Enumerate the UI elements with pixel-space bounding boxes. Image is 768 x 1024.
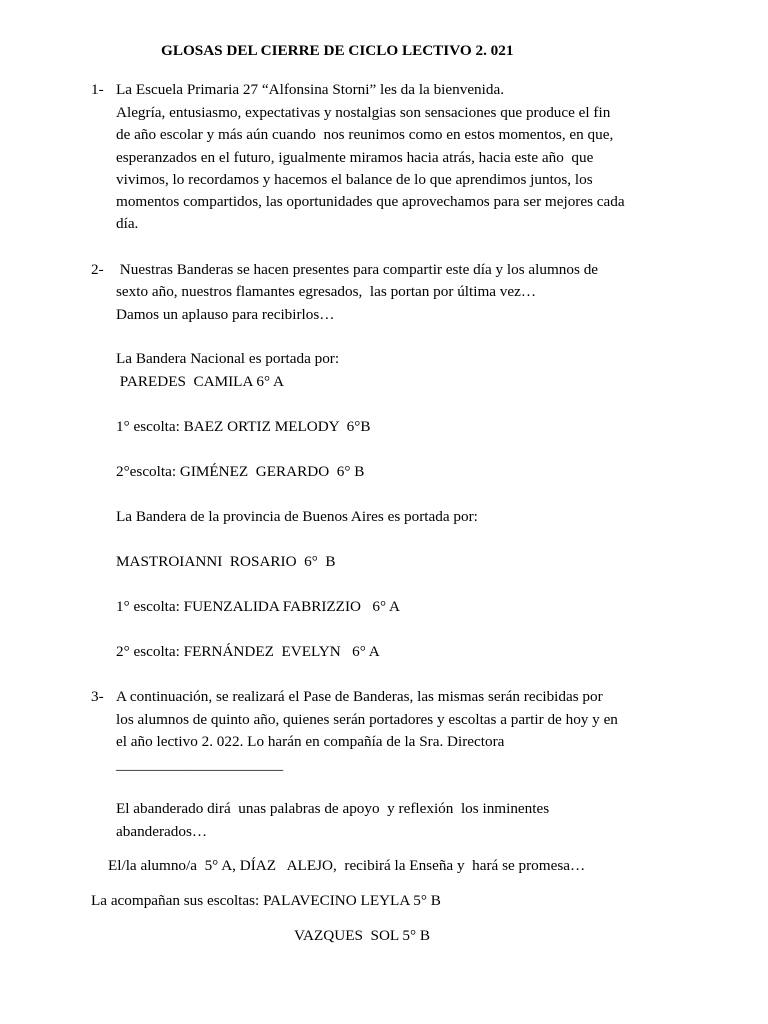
bandera-nacional-escolta-1: 1° escolta: BAEZ ORTIZ MELODY 6°B [116, 418, 371, 435]
section-1-number: 1- [91, 81, 104, 98]
section-3-number: 3- [91, 688, 104, 705]
section-3-line: A continuación, se realizará el Pase de Banderas, las mismas serán recibidas por [116, 688, 603, 705]
section-2-number: 2- [91, 261, 104, 278]
section-1-line: momentos compartidos, las oportunidades que aprovechamos para ser mejores cada [116, 193, 625, 210]
document-title: GLOSAS DEL CIERRE DE CICLO LECTIVO 2. 021 [161, 42, 514, 59]
bandera-nacional-escolta-2: 2°escolta: GIMÉNEZ GERARDO 6° B [116, 463, 365, 480]
section-1-line: Alegría, entusiasmo, expectativas y nostalgias son sensaciones que produce el fin [116, 104, 611, 121]
alumno-promesa: El/la alumno/a 5° A, DÍAZ ALEJO, recibirá la Enseña y hará se promesa… [108, 857, 586, 874]
abanderado-line: El abanderado dirá unas palabras de apoyo y reflexión los inminentes [116, 800, 550, 817]
bandera-nacional-bearer: PAREDES CAMILA 6° A [116, 373, 284, 390]
directora-blank-line: ______________________ [116, 756, 284, 773]
bandera-provincia-escolta-2: 2° escolta: FERNÁNDEZ EVELYN 6° A [116, 643, 380, 660]
section-3-line: el año lectivo 2. 022. Lo harán en compañía de la Sra. Directora [116, 733, 505, 750]
section-3-line: los alumnos de quinto año, quienes serán portadores y escoltas a partir de hoy y en [116, 711, 618, 728]
section-1-line: esperanzados en el futuro, igualmente miramos hacia atrás, hacia este año que [116, 149, 594, 166]
bandera-provincia-intro: La Bandera de la provincia de Buenos Aires es portada por: [116, 508, 478, 525]
section-2-line: Damos un aplauso para recibirlos… [116, 306, 335, 323]
bandera-nacional-intro: La Bandera Nacional es portada por: [116, 350, 340, 367]
section-2-line: sexto año, nuestros flamantes egresados, las portan por última vez… [116, 283, 537, 300]
section-1-line: de año escolar y más aún cuando nos reunimos como en estos momentos, en que, [116, 126, 614, 143]
section-1-line: día. [116, 215, 139, 232]
escoltas-line: La acompañan sus escoltas: PALAVECINO LEYLA 5° B [91, 892, 441, 909]
escolta-2-line: VAZQUES SOL 5° B [294, 927, 431, 944]
abanderado-line: abanderados… [116, 823, 208, 840]
section-2-line: Nuestras Banderas se hacen presentes para compartir este día y los alumnos de [116, 261, 599, 278]
section-1-line: La Escuela Primaria 27 “Alfonsina Storni” les da la bienvenida. [116, 81, 505, 98]
bandera-provincia-bearer: MASTROIANNI ROSARIO 6° B [116, 553, 336, 570]
bandera-provincia-escolta-1: 1° escolta: FUENZALIDA FABRIZZIO 6° A [116, 598, 400, 615]
section-1-line: vivimos, lo recordamos y hacemos el balance de lo que aprendimos juntos, los [116, 171, 593, 188]
